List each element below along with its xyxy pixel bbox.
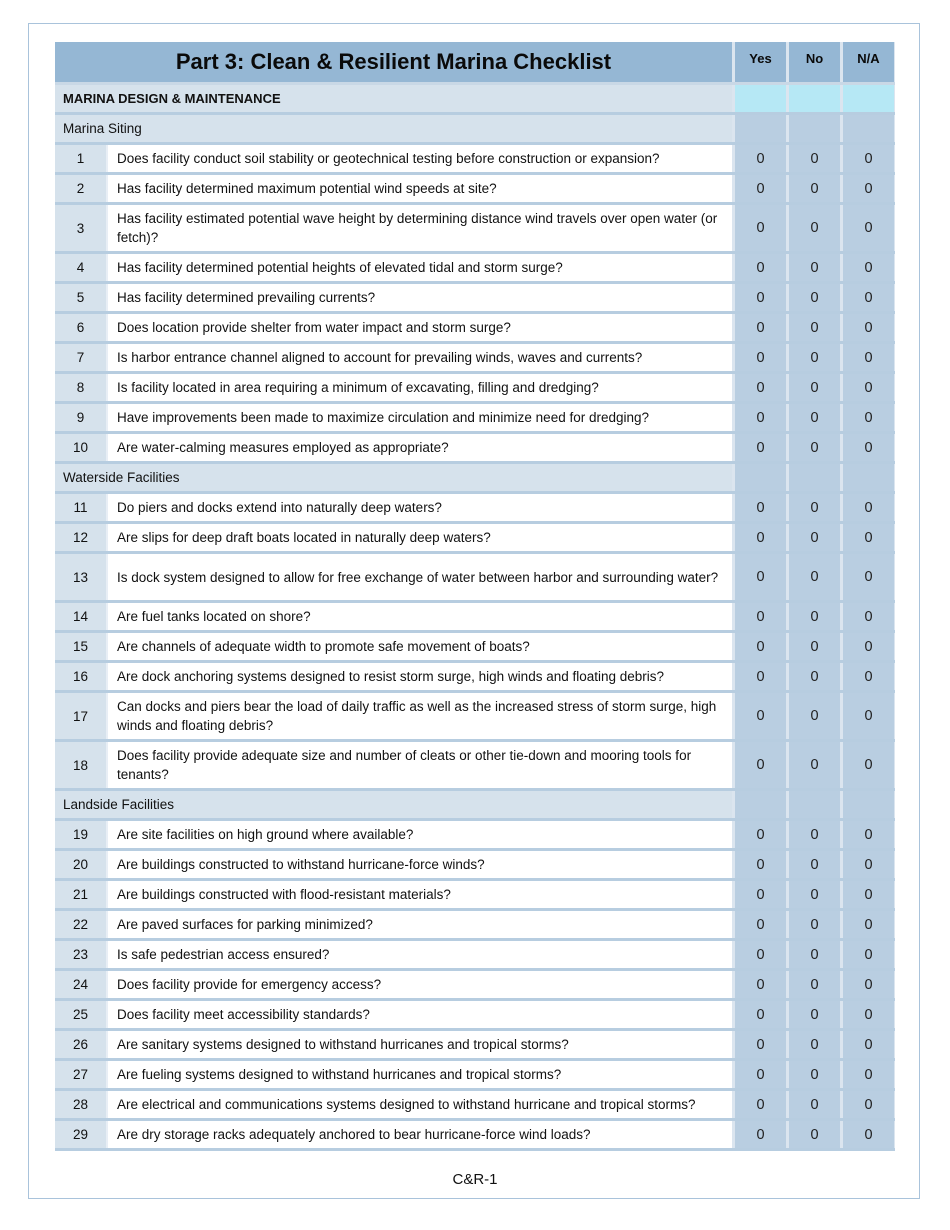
item-number: 27 — [55, 1061, 108, 1088]
yes-cell[interactable]: 0 — [735, 1091, 786, 1118]
yes-cell[interactable]: 0 — [735, 1031, 786, 1058]
no-cell[interactable]: 0 — [789, 344, 840, 371]
no-cell[interactable]: 0 — [789, 911, 840, 938]
checklist-row — [55, 971, 895, 1001]
na-cell[interactable]: 0 — [843, 434, 894, 461]
item-number: 24 — [55, 971, 108, 998]
checklist-row — [55, 742, 895, 791]
item-number: 2 — [55, 175, 108, 202]
col-na-header: N/A — [843, 42, 894, 82]
no-cell[interactable]: 0 — [789, 175, 840, 202]
no-cell[interactable]: 0 — [789, 941, 840, 968]
checklist-row — [55, 404, 895, 434]
checklist-row — [55, 633, 895, 663]
checklist-row — [55, 434, 895, 464]
item-number: 7 — [55, 344, 108, 371]
item-question: Are dock anchoring systems designed to resist storm surge, high winds and floating debris? — [108, 663, 732, 690]
item-question: Is dock system designed to allow for free exchange of water between harbor and surrounding water? — [108, 554, 732, 600]
item-number: 29 — [55, 1121, 108, 1148]
col-no-header: No — [789, 42, 840, 82]
item-number: 17 — [55, 693, 108, 739]
na-cell[interactable]: 0 — [843, 1091, 894, 1118]
no-cell[interactable]: 0 — [789, 494, 840, 521]
item-number: 20 — [55, 851, 108, 878]
na-cell[interactable]: 0 — [843, 314, 894, 341]
na-cell[interactable]: 0 — [843, 284, 894, 311]
checklist-row — [55, 1001, 895, 1031]
checklist-row — [55, 881, 895, 911]
na-cell[interactable]: 0 — [843, 524, 894, 551]
item-question: Are slips for deep draft boats located in naturally deep waters? — [108, 524, 732, 551]
section-title: Marina Siting — [55, 115, 732, 142]
yes-cell[interactable]: 0 — [735, 1121, 786, 1148]
item-number: 9 — [55, 404, 108, 431]
checklist-row — [55, 663, 895, 693]
item-number: 22 — [55, 911, 108, 938]
item-question: Are fuel tanks located on shore? — [108, 603, 732, 630]
item-number: 3 — [55, 205, 108, 251]
section-row — [55, 464, 895, 494]
item-question: Are paved surfaces for parking minimized? — [108, 911, 732, 938]
item-number: 16 — [55, 663, 108, 690]
item-number: 18 — [55, 742, 108, 788]
item-number: 21 — [55, 881, 108, 908]
section-title: Landside Facilities — [55, 791, 732, 818]
na-cell[interactable]: 0 — [843, 603, 894, 630]
checklist-row — [55, 911, 895, 941]
item-question: Does facility provide adequate size and number of cleats or other tie-down and mooring tools for tenants? — [108, 742, 732, 788]
item-question: Can docks and piers bear the load of daily traffic as well as the increased stress of storm surge, high winds and floating debris? — [108, 693, 732, 739]
yes-cell[interactable]: 0 — [735, 693, 786, 739]
item-question: Has facility determined prevailing currents? — [108, 284, 732, 311]
yes-cell[interactable]: 0 — [735, 663, 786, 690]
no-cell[interactable]: 0 — [789, 314, 840, 341]
item-number: 25 — [55, 1001, 108, 1028]
na-cell[interactable]: 0 — [843, 205, 894, 251]
yes-cell[interactable]: 0 — [735, 821, 786, 848]
checklist-table — [55, 42, 895, 1151]
checklist-row — [55, 524, 895, 554]
na-cell[interactable]: 0 — [843, 663, 894, 690]
no-cell[interactable]: 0 — [789, 434, 840, 461]
item-question: Are buildings constructed to withstand hurricane-force winds? — [108, 851, 732, 878]
yes-cell[interactable]: 0 — [735, 434, 786, 461]
no-cell[interactable]: 0 — [789, 1001, 840, 1028]
item-number: 8 — [55, 374, 108, 401]
no-cell[interactable]: 0 — [789, 971, 840, 998]
yes-cell[interactable]: 0 — [735, 284, 786, 311]
yes-cell[interactable]: 0 — [735, 494, 786, 521]
yes-cell[interactable]: 0 — [735, 1001, 786, 1028]
item-question: Are buildings constructed with flood-resistant materials? — [108, 881, 732, 908]
item-question: Is harbor entrance channel aligned to account for prevailing winds, waves and currents? — [108, 344, 732, 371]
no-cell[interactable]: 0 — [789, 1061, 840, 1088]
category-title: MARINA DESIGN & MAINTENANCE — [55, 85, 732, 112]
checklist-row — [55, 374, 895, 404]
item-number: 4 — [55, 254, 108, 281]
checklist-row — [55, 851, 895, 881]
checklist-row — [55, 205, 895, 254]
na-cell[interactable]: 0 — [843, 693, 894, 739]
yes-cell[interactable]: 0 — [735, 911, 786, 938]
na-cell[interactable]: 0 — [843, 881, 894, 908]
na-cell[interactable]: 0 — [843, 1061, 894, 1088]
na-cell[interactable]: 0 — [843, 554, 894, 600]
na-cell[interactable]: 0 — [843, 941, 894, 968]
yes-cell[interactable]: 0 — [735, 374, 786, 401]
item-question: Are fueling systems designed to withstand hurricanes and tropical storms? — [108, 1061, 732, 1088]
item-number: 6 — [55, 314, 108, 341]
no-cell[interactable]: 0 — [789, 742, 840, 788]
yes-cell[interactable]: 0 — [735, 1061, 786, 1088]
checklist-row — [55, 693, 895, 742]
checklist-row — [55, 344, 895, 374]
item-question: Have improvements been made to maximize circulation and minimize need for dredging? — [108, 404, 732, 431]
section-title: Waterside Facilities — [55, 464, 732, 491]
na-cell[interactable]: 0 — [843, 1001, 894, 1028]
item-question: Does location provide shelter from water impact and storm surge? — [108, 314, 732, 341]
yes-cell[interactable]: 0 — [735, 554, 786, 600]
na-cell[interactable]: 0 — [843, 742, 894, 788]
na-cell[interactable]: 0 — [843, 404, 894, 431]
item-question: Are electrical and communications systems designed to withstand hurricane and tropical storms? — [108, 1091, 732, 1118]
col-yes-header: Yes — [735, 42, 786, 82]
item-number: 19 — [55, 821, 108, 848]
na-cell[interactable]: 0 — [843, 145, 894, 172]
na-cell[interactable]: 0 — [843, 971, 894, 998]
yes-cell[interactable]: 0 — [735, 314, 786, 341]
section-row — [55, 115, 895, 145]
item-question: Are dry storage racks adequately anchored to bear hurricane-force wind loads? — [108, 1121, 732, 1148]
item-number: 5 — [55, 284, 108, 311]
yes-cell[interactable]: 0 — [735, 175, 786, 202]
na-cell[interactable]: 0 — [843, 175, 894, 202]
checklist-row — [55, 1031, 895, 1061]
item-question: Has facility determined potential heights of elevated tidal and storm surge? — [108, 254, 732, 281]
no-cell[interactable]: 0 — [789, 254, 840, 281]
item-question: Do piers and docks extend into naturally deep waters? — [108, 494, 732, 521]
item-question: Does facility provide for emergency access? — [108, 971, 732, 998]
no-cell[interactable]: 0 — [789, 851, 840, 878]
no-cell[interactable]: 0 — [789, 284, 840, 311]
item-number: 13 — [55, 554, 108, 600]
no-cell[interactable]: 0 — [789, 603, 840, 630]
na-cell[interactable]: 0 — [843, 911, 894, 938]
item-number: 14 — [55, 603, 108, 630]
na-cell[interactable]: 0 — [843, 1031, 894, 1058]
no-cell[interactable]: 0 — [789, 693, 840, 739]
no-cell[interactable]: 0 — [789, 1091, 840, 1118]
na-cell[interactable]: 0 — [843, 851, 894, 878]
yes-cell[interactable]: 0 — [735, 344, 786, 371]
checklist-row — [55, 1061, 895, 1091]
no-cell[interactable]: 0 — [789, 663, 840, 690]
yes-cell[interactable]: 0 — [735, 205, 786, 251]
item-question: Are water-calming measures employed as appropriate? — [108, 434, 732, 461]
item-number: 28 — [55, 1091, 108, 1118]
no-cell[interactable]: 0 — [789, 1031, 840, 1058]
na-cell[interactable]: 0 — [843, 1121, 894, 1148]
checklist-row — [55, 821, 895, 851]
page-title: Part 3: Clean & Resilient Marina Checklist — [55, 42, 732, 82]
item-question: Has facility estimated potential wave height by determining distance wind travels over open water (or fetch)? — [108, 205, 732, 251]
section-row — [55, 791, 895, 821]
checklist-row — [55, 941, 895, 971]
na-cell[interactable]: 0 — [843, 494, 894, 521]
item-question: Are sanitary systems designed to withstand hurricanes and tropical storms? — [108, 1031, 732, 1058]
na-cell[interactable]: 0 — [843, 821, 894, 848]
checklist-row — [55, 314, 895, 344]
na-cell[interactable]: 0 — [843, 344, 894, 371]
no-cell[interactable]: 0 — [789, 554, 840, 600]
checklist-row — [55, 1121, 895, 1151]
na-cell[interactable]: 0 — [843, 633, 894, 660]
no-cell[interactable]: 0 — [789, 205, 840, 251]
checklist-row — [55, 145, 895, 175]
checklist-row — [55, 175, 895, 205]
item-number: 11 — [55, 494, 108, 521]
category-row — [55, 85, 895, 115]
item-number: 12 — [55, 524, 108, 551]
na-cell[interactable]: 0 — [843, 374, 894, 401]
no-cell[interactable]: 0 — [789, 1121, 840, 1148]
no-cell[interactable]: 0 — [789, 374, 840, 401]
checklist-row — [55, 1091, 895, 1121]
item-number: 23 — [55, 941, 108, 968]
checklist-body — [55, 115, 895, 1151]
no-cell[interactable]: 0 — [789, 821, 840, 848]
item-number: 1 — [55, 145, 108, 172]
yes-cell[interactable]: 0 — [735, 742, 786, 788]
yes-cell[interactable]: 0 — [735, 603, 786, 630]
page-footer: C&R-1 — [452, 1171, 498, 1188]
checklist-row — [55, 494, 895, 524]
yes-cell[interactable]: 0 — [735, 881, 786, 908]
yes-cell[interactable]: 0 — [735, 851, 786, 878]
item-number: 10 — [55, 434, 108, 461]
item-question: Does facility meet accessibility standards? — [108, 1001, 732, 1028]
no-cell[interactable]: 0 — [789, 524, 840, 551]
no-cell[interactable]: 0 — [789, 633, 840, 660]
checklist-row — [55, 284, 895, 314]
yes-cell[interactable]: 0 — [735, 404, 786, 431]
na-cell[interactable]: 0 — [843, 254, 894, 281]
checklist-row — [55, 554, 895, 603]
item-question: Is facility located in area requiring a minimum of excavating, filling and dredging? — [108, 374, 732, 401]
item-number: 15 — [55, 633, 108, 660]
item-number: 26 — [55, 1031, 108, 1058]
yes-cell[interactable]: 0 — [735, 524, 786, 551]
item-question: Are site facilities on high ground where available? — [108, 821, 732, 848]
yes-cell[interactable]: 0 — [735, 633, 786, 660]
no-cell[interactable]: 0 — [789, 404, 840, 431]
item-question: Are channels of adequate width to promote safe movement of boats? — [108, 633, 732, 660]
item-question: Does facility conduct soil stability or geotechnical testing before construction or expansion? — [108, 145, 732, 172]
no-cell[interactable]: 0 — [789, 881, 840, 908]
item-question: Has facility determined maximum potential wind speeds at site? — [108, 175, 732, 202]
item-question: Is safe pedestrian access ensured? — [108, 941, 732, 968]
no-cell[interactable]: 0 — [789, 145, 840, 172]
yes-cell[interactable]: 0 — [735, 971, 786, 998]
yes-cell[interactable]: 0 — [735, 941, 786, 968]
table-header — [55, 42, 895, 85]
checklist-row — [55, 603, 895, 633]
yes-cell[interactable]: 0 — [735, 145, 786, 172]
checklist-row — [55, 254, 895, 284]
yes-cell[interactable]: 0 — [735, 254, 786, 281]
